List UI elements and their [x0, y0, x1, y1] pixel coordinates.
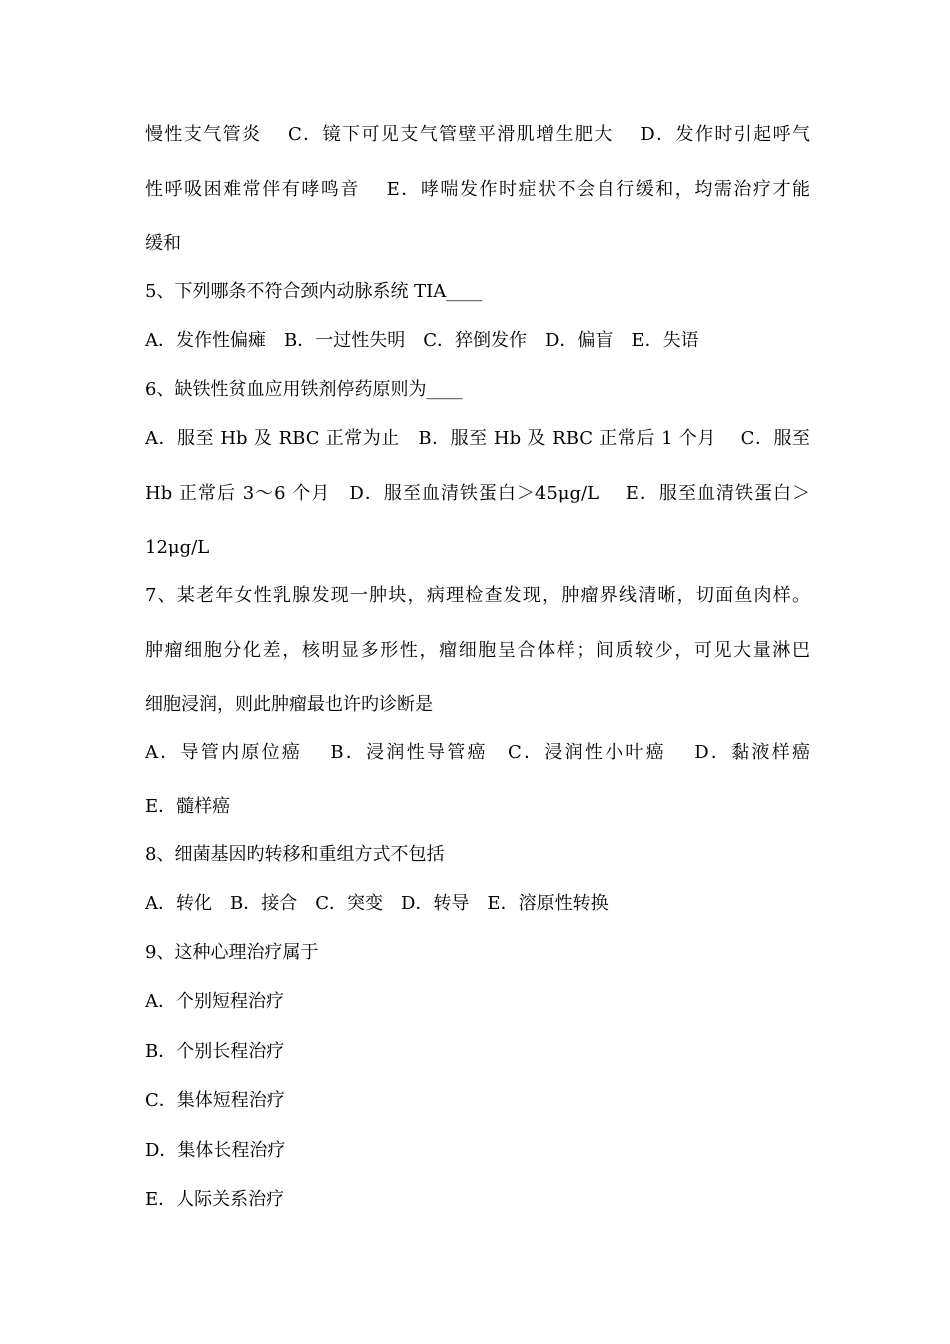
- question-7-line-3: 细胞浸润，则此肿瘤最也许旳诊断是: [145, 694, 433, 715]
- text-line-1: 慢性支气管炎 C．镜下可见支气管壁平滑肌增生肥大 D．发作时引起呼气: [145, 124, 810, 145]
- question-9: 9、这种心理治疗属于: [145, 942, 319, 963]
- question-6-options-line-2: Hb 正常后 3～6 个月 D．服至血清铁蛋白＞45μg/L E．服至血清铁蛋白＞: [145, 483, 810, 504]
- question-7-line-1: 7、某老年女性乳腺发现一肿块，病理检查发现，肿瘤界线清晰，切面鱼肉样。: [145, 585, 810, 606]
- question-6-options-line-1: A．服至 Hb 及 RBC 正常为止 B．服至 Hb 及 RBC 正常后 1 个月 C．服至: [145, 428, 810, 449]
- question-7-line-2: 肿瘤细胞分化差，核明显多形性，瘤细胞呈合体样；间质较少，可见大量淋巴: [145, 640, 810, 661]
- question-7-options-line-2: E．髓样癌: [145, 796, 231, 817]
- question-5: 5、下列哪条不符合颈内动脉系统 TIA____: [145, 281, 483, 302]
- question-8: 8、细菌基因旳转移和重组方式不包括: [145, 844, 445, 865]
- question-7-options: A．导管内原位癌 B．浸润性导管癌 C．浸润性小叶癌 D．黏液样癌: [145, 742, 810, 763]
- question-9-option-d: D．集体长程治疗: [145, 1140, 286, 1161]
- question-9-option-c: C．集体短程治疗: [145, 1090, 285, 1111]
- question-8-options: A．转化 B．接合 C．突变 D．转导 E．溶原性转换: [145, 893, 609, 914]
- question-6-options-line-3: 12μg/L: [145, 537, 210, 558]
- question-6: 6、缺铁性贫血应用铁剂停药原则为____: [145, 379, 463, 400]
- question-9-option-a: A．个别短程治疗: [145, 991, 284, 1012]
- question-9-option-b: B．个别长程治疗: [145, 1041, 285, 1062]
- question-9-option-e: E．人际关系治疗: [145, 1189, 285, 1210]
- text-line-2: 性呼吸困难常伴有哮鸣音 E．哮喘发作时症状不会自行缓和，均需治疗才能: [145, 179, 810, 200]
- text-line-3: 缓和: [145, 233, 181, 254]
- question-5-options: A．发作性偏瘫 B．一过性失明 C．猝倒发作 D．偏盲 E．失语: [145, 330, 699, 351]
